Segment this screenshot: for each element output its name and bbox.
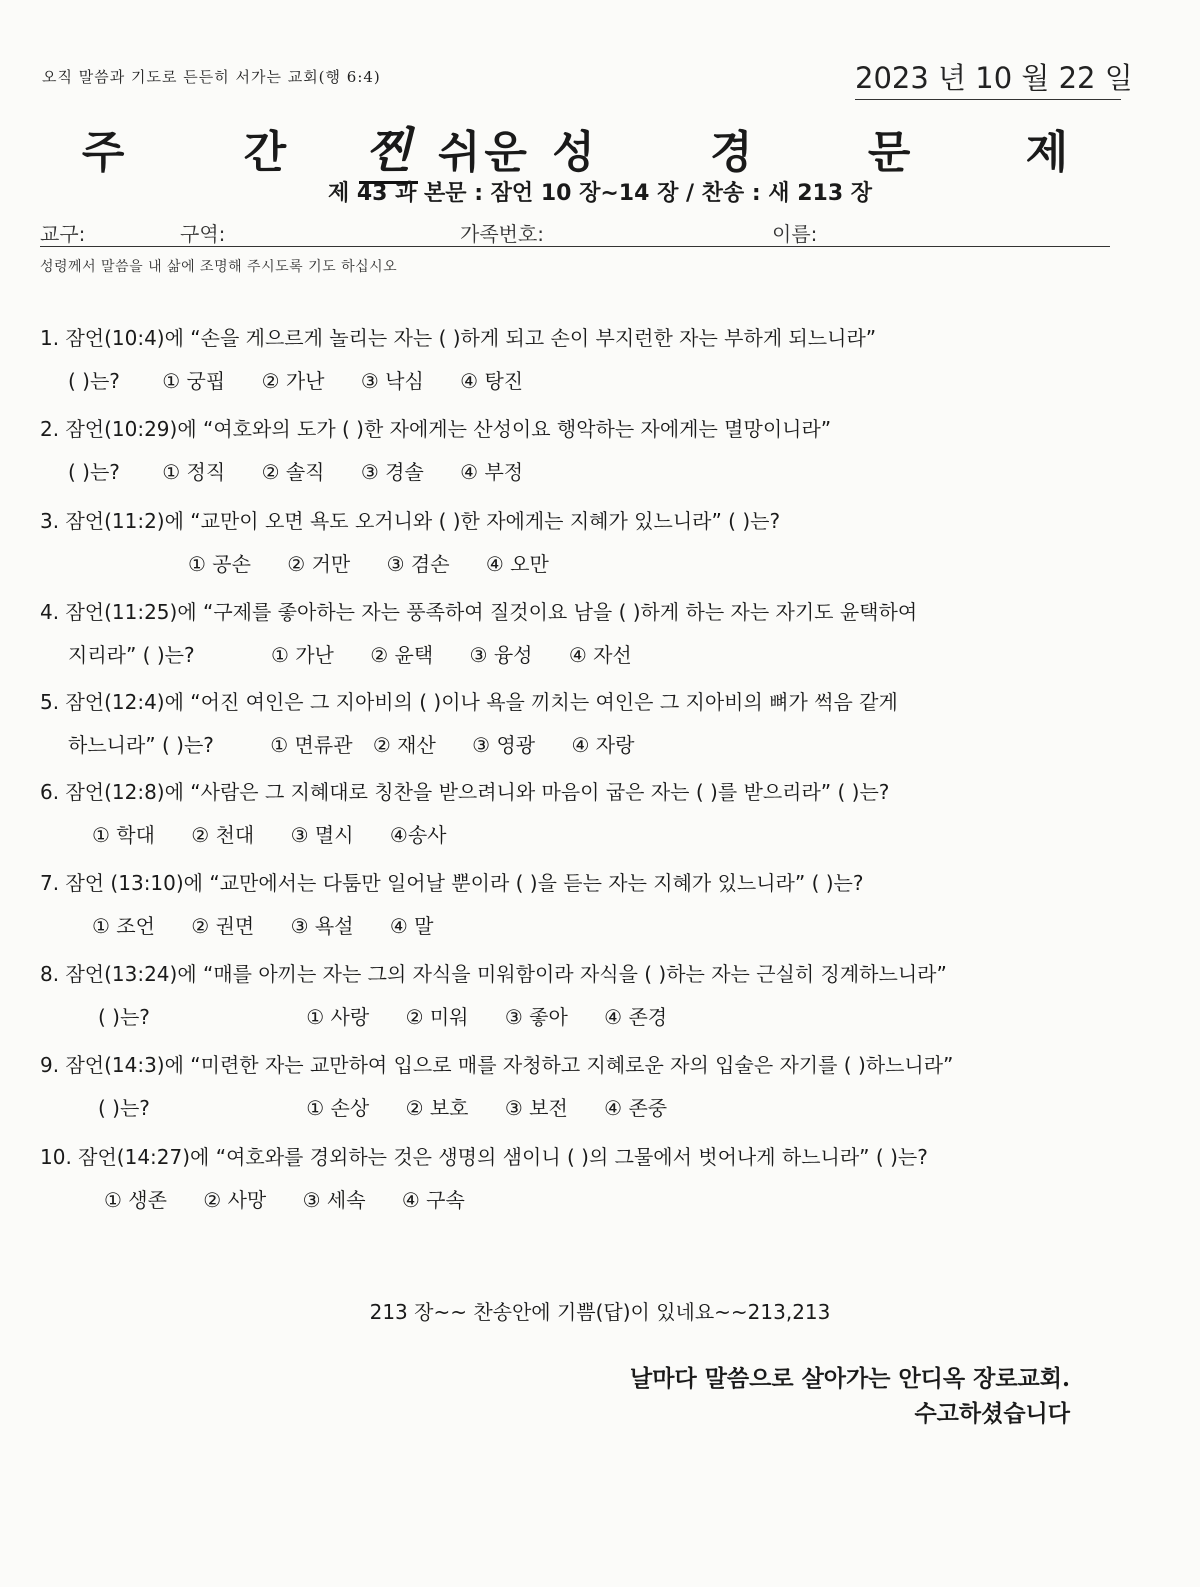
option-1[interactable]: ① 생존 — [104, 1188, 167, 1212]
question-4 — [40, 596, 1160, 668]
question-lead: ( )는? — [68, 460, 120, 484]
question-10 — [40, 1141, 1160, 1213]
title-part1: 주 간 — [81, 127, 339, 178]
zone-field[interactable]: 구역: — [180, 222, 226, 246]
question-text: 6. 잠언(12:8)에 “사람은 그 지혜대로 칭찬을 받으려니와 마음이 굽은 자는 ( )를 받으리라” ( )는? — [40, 780, 890, 804]
question-5 — [40, 686, 1160, 758]
question-3 — [40, 505, 1160, 577]
question-text: 4. 잠언(11:25)에 “구제를 좋아하는 자는 풍족하여 질것이요 남을 ( )하게 하는 자는 자기도 윤택하여 — [40, 600, 918, 624]
option-3[interactable]: ③ 낙심 — [360, 369, 424, 393]
question-text: 9. 잠언(14:3)에 “미련한 자는 교만하여 입으로 매를 자청하고 지혜로운 자의 입술은 자기를 ( )하느니라” — [40, 1053, 954, 1077]
info-fields — [40, 218, 1110, 247]
thank-you-note: 수고하셨습니다 — [914, 1400, 1070, 1427]
question-options — [40, 1001, 1160, 1030]
prayer-note: 성령께서 말씀을 내 삶에 조명해 주시도록 기도 하십시오 — [40, 259, 398, 275]
option-1[interactable]: ① 학대 — [92, 823, 155, 847]
option-4[interactable]: ④ 오만 — [485, 552, 549, 576]
option-4[interactable]: ④ 구속 — [401, 1188, 465, 1212]
option-3[interactable]: ③ 영광 — [472, 733, 536, 757]
title-part3: 성 경 문 제 — [552, 127, 1119, 178]
church-closing: 날마다 말씀으로 살아가는 안디옥 장로교회. — [630, 1365, 1070, 1392]
option-1[interactable]: ① 정직 — [162, 460, 226, 484]
option-4[interactable]: ④ 말 — [389, 914, 434, 938]
question-options — [40, 729, 1160, 758]
option-2[interactable]: ② 솔직 — [261, 460, 325, 484]
option-2[interactable]: ② 권면 — [191, 914, 255, 938]
option-3[interactable]: ③ 경솔 — [360, 460, 424, 484]
option-2[interactable]: ② 사망 — [203, 1188, 267, 1212]
question-1 — [40, 322, 1160, 394]
question-options — [40, 365, 1160, 394]
question-options — [40, 819, 1160, 848]
question-text: 3. 잠언(11:2)에 “교만이 오면 욕도 오거니와 ( )한 자에게는 지혜가 있느니라” ( )는? — [40, 509, 781, 533]
option-4[interactable]: ④ 존중 — [604, 1096, 668, 1120]
family-number-field[interactable]: 가족번호: — [460, 222, 545, 246]
question-options — [40, 1092, 1160, 1121]
question-options — [40, 1184, 1160, 1213]
question-lead: 하느니라” ( )는? — [68, 733, 214, 757]
question-text: 2. 잠언(10:29)에 “여호와의 도가 ( )한 자에게는 산성이요 행악하는 자에게는 멸망이니라” — [40, 417, 832, 441]
question-lead: ( )는? — [68, 369, 120, 393]
question-options — [40, 456, 1160, 485]
option-4[interactable]: ④송사 — [389, 823, 447, 847]
option-1[interactable]: ① 면류관 — [270, 733, 353, 757]
question-lead: 지리라” ( )는? — [68, 643, 195, 667]
title-jjin: 찐 — [359, 112, 417, 184]
question-options — [40, 910, 1160, 939]
option-1[interactable]: ① 가난 — [270, 643, 334, 667]
question-lead: ( )는? — [98, 1005, 150, 1029]
question-options — [40, 548, 1160, 577]
option-2[interactable]: ② 윤택 — [370, 643, 434, 667]
question-text: 1. 잠언(10:4)에 “손을 게으르게 놀리는 자는 ( )하게 되고 손이 부지런한 자는 부하게 되느니라” — [40, 326, 877, 350]
question-7 — [40, 867, 1160, 939]
question-text: 5. 잠언(12:4)에 “어진 여인은 그 지아비의 ( )이나 욕을 끼치는 여인은 그 지아비의 뼈가 썩음 같게 — [40, 690, 898, 714]
option-3[interactable]: ③ 세속 — [302, 1188, 366, 1212]
option-4[interactable]: ④ 자랑 — [571, 733, 635, 757]
option-2[interactable]: ② 거만 — [287, 552, 351, 576]
option-4[interactable]: ④ 존경 — [604, 1005, 668, 1029]
question-lead: ( )는? — [98, 1096, 150, 1120]
question-text: 7. 잠언 (13:10)에 “교만에서는 다툼만 일어날 뿐이라 ( )을 듣는 자는 지혜가 있느니라” ( )는? — [40, 871, 864, 895]
question-9 — [40, 1049, 1160, 1121]
hymn-note: 213 장~~ 찬송안에 기쁨(답)이 있네요~~213,213 — [369, 1300, 831, 1324]
page-title — [0, 112, 1200, 184]
option-2[interactable]: ② 보호 — [405, 1096, 469, 1120]
option-1[interactable]: ① 조언 — [92, 914, 155, 938]
option-3[interactable]: ③ 욕설 — [290, 914, 354, 938]
question-text: 8. 잠언(13:24)에 “매를 아끼는 자는 그의 자식을 미워함이라 자식을 ( )하는 자는 근실히 징계하느니라” — [40, 962, 947, 986]
title-part2: 쉬운 — [437, 127, 531, 178]
question-8 — [40, 958, 1160, 1030]
question-text: 10. 잠언(14:27)에 “여호와를 경외하는 것은 생명의 샘이니 ( )의 그물에서 벗어나게 하느니라” ( )는? — [40, 1145, 928, 1169]
worksheet-date: 2023 년 10 월 22 일 — [855, 56, 1121, 100]
option-1[interactable]: ① 궁핍 — [162, 369, 226, 393]
name-field[interactable]: 이름: — [772, 222, 818, 246]
option-3[interactable]: ③ 보전 — [504, 1096, 568, 1120]
option-4[interactable]: ④ 자선 — [568, 643, 632, 667]
option-2[interactable]: ② 재산 — [372, 733, 436, 757]
option-2[interactable]: ② 천대 — [191, 823, 255, 847]
question-6 — [40, 776, 1160, 848]
option-3[interactable]: ③ 융성 — [469, 643, 533, 667]
option-4[interactable]: ④ 부정 — [460, 460, 524, 484]
option-3[interactable]: ③ 겸손 — [386, 552, 450, 576]
option-3[interactable]: ③ 멸시 — [290, 823, 354, 847]
option-1[interactable]: ① 사랑 — [306, 1005, 370, 1029]
church-motto: 오직 말씀과 기도로 든든히 서가는 교회(행 6:4) — [42, 68, 381, 86]
option-3[interactable]: ③ 좋아 — [504, 1005, 568, 1029]
district-field[interactable]: 교구: — [40, 222, 86, 246]
option-4[interactable]: ④ 탕진 — [460, 369, 524, 393]
question-2 — [40, 413, 1160, 485]
question-options — [40, 639, 1160, 668]
option-1[interactable]: ① 손상 — [306, 1096, 370, 1120]
option-2[interactable]: ② 가난 — [261, 369, 325, 393]
lesson-subtitle: 제 43 과 본문 : 잠언 10 장~14 장 / 찬송 : 새 213 장 — [327, 181, 873, 206]
option-1[interactable]: ① 공손 — [188, 552, 251, 576]
option-2[interactable]: ② 미워 — [405, 1005, 469, 1029]
